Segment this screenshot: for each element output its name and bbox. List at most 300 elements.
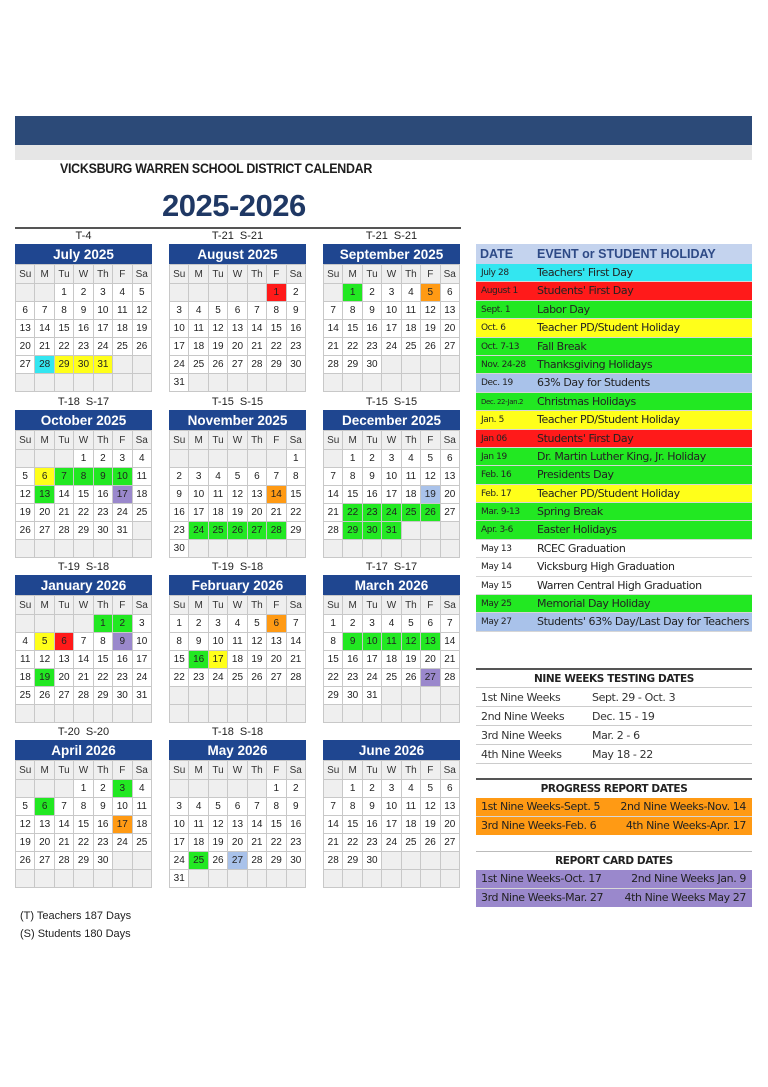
calendar-day: 8: [74, 798, 93, 816]
calendar-day: 9: [93, 798, 112, 816]
event-date: Dec. 22-Jan.2: [481, 397, 524, 406]
calendar-day: 5: [132, 284, 151, 302]
weekday-label: W: [228, 761, 247, 780]
calendar-day: 13: [421, 633, 440, 651]
calendar-day: 25: [382, 669, 401, 687]
empty-day-cell: [440, 356, 459, 374]
empty-day-cell: [54, 374, 73, 392]
weekday-label: M: [343, 596, 362, 615]
calendar-day: 31: [132, 687, 151, 705]
event-row: [476, 577, 752, 595]
calendar-day: 9: [362, 468, 381, 486]
empty-day-cell: [362, 374, 381, 392]
report-card-title: REPORT CARD DATES: [555, 855, 673, 867]
weekday-label: Tu: [362, 431, 381, 450]
calendar-day: 8: [286, 468, 305, 486]
calendar-day: 11: [228, 633, 247, 651]
empty-day-cell: [113, 374, 132, 392]
event-name: Teacher PD/Student Holiday: [537, 486, 680, 500]
calendar-day: 27: [440, 834, 459, 852]
weekday-label: Tu: [54, 431, 73, 450]
calendar-day: 22: [286, 504, 305, 522]
calendar-day: 8: [170, 633, 189, 651]
empty-day-cell: [440, 374, 459, 392]
empty-day-cell: [35, 870, 54, 888]
weekday-label: M: [35, 431, 54, 450]
empty-day-cell: [54, 705, 73, 723]
empty-day-cell: [324, 374, 343, 392]
empty-day-cell: [208, 870, 227, 888]
calendar-day: 23: [93, 504, 112, 522]
empty-day-cell: [228, 780, 247, 798]
empty-day-cell: [343, 870, 362, 888]
calendar-day: 28: [247, 852, 266, 870]
empty-day-cell: [170, 705, 189, 723]
calendar-day: 17: [189, 504, 208, 522]
progress-row: [476, 817, 752, 835]
empty-day-cell: [189, 284, 208, 302]
calendar-day: 26: [401, 669, 420, 687]
calendar-day: 15: [324, 651, 343, 669]
calendar-day: 14: [247, 320, 266, 338]
date-left: 1st Nine Weeks-Oct. 17: [481, 872, 602, 885]
calendar-day: 1: [267, 780, 286, 798]
empty-day-cell: [208, 450, 227, 468]
calendar-day: 2: [170, 468, 189, 486]
calendar-day: 26: [16, 852, 35, 870]
day-count-label: T-19 S-18: [211, 561, 264, 573]
calendar-day: 26: [16, 522, 35, 540]
weekday-label: Th: [401, 761, 420, 780]
calendar-day: 15: [93, 651, 112, 669]
calendar-day: 20: [440, 816, 459, 834]
event-name: Warren Central High Graduation: [537, 578, 702, 592]
empty-day-cell: [74, 540, 93, 558]
calendar-day: 3: [113, 780, 132, 798]
calendar-day: 25: [228, 669, 247, 687]
calendar-day: 18: [132, 816, 151, 834]
calendar-day: 11: [401, 302, 420, 320]
empty-day-cell: [132, 522, 151, 540]
empty-day-cell: [228, 374, 247, 392]
weekday-label: Tu: [362, 761, 381, 780]
calendar-day: 6: [440, 780, 459, 798]
calendar-day: 20: [228, 834, 247, 852]
weekday-label: Su: [170, 596, 189, 615]
calendar-day: 16: [189, 651, 208, 669]
event-name: Presidents Day: [537, 468, 614, 482]
calendar-day: 11: [113, 302, 132, 320]
calendar-day: 28: [324, 852, 343, 870]
calendar-day: 2: [362, 450, 381, 468]
calendar-day: 8: [267, 302, 286, 320]
calendar-day: 14: [286, 633, 305, 651]
month-calendar: [323, 560, 460, 723]
event-date: Jan 19: [481, 451, 507, 462]
calendar-day: 17: [170, 834, 189, 852]
calendar-day: 31: [382, 522, 401, 540]
calendar-day: 21: [286, 651, 305, 669]
testing-row: [476, 726, 752, 745]
empty-day-cell: [189, 870, 208, 888]
event-name: Dr. Martin Luther King, Jr. Holiday: [537, 449, 706, 463]
event-row: [476, 485, 752, 503]
empty-day-cell: [401, 687, 420, 705]
calendar-day: 9: [93, 468, 112, 486]
calendar-day: 18: [382, 651, 401, 669]
event-date: Nov. 24-28: [481, 359, 526, 370]
month-title: November 2025: [169, 410, 306, 430]
calendar-day: 7: [286, 615, 305, 633]
calendar-day: 28: [440, 669, 459, 687]
weekday-label: Tu: [208, 431, 227, 450]
weekday-label: Th: [247, 265, 266, 284]
calendar-day: 3: [189, 468, 208, 486]
calendar-day: 22: [267, 338, 286, 356]
event-date: Sept. 1: [481, 304, 511, 315]
calendar-day: 17: [113, 486, 132, 504]
testing-period: 2nd Nine Weeks: [481, 710, 565, 723]
calendar-day: 30: [74, 356, 93, 374]
event-row: [476, 558, 752, 576]
event-name: Memorial Day Holiday: [537, 597, 651, 611]
calendar-day: 22: [93, 669, 112, 687]
calendar-day: 10: [189, 486, 208, 504]
empty-day-cell: [421, 522, 440, 540]
weekday-label: Th: [93, 596, 112, 615]
weekday-label: Th: [401, 431, 420, 450]
calendar-day: 16: [362, 816, 381, 834]
empty-day-cell: [267, 870, 286, 888]
empty-day-cell: [113, 870, 132, 888]
weekday-label: F: [113, 265, 132, 284]
calendar-day: 25: [189, 852, 208, 870]
calendar-day: 24: [170, 852, 189, 870]
weekday-label: Tu: [54, 265, 73, 284]
calendar-day: 11: [401, 798, 420, 816]
empty-day-cell: [440, 870, 459, 888]
calendar-day: 19: [228, 504, 247, 522]
empty-day-cell: [189, 780, 208, 798]
empty-day-cell: [132, 374, 151, 392]
event-date: Apr. 3-6: [481, 525, 513, 536]
calendar-day: 19: [35, 669, 54, 687]
empty-day-cell: [421, 356, 440, 374]
calendar-day: 18: [401, 320, 420, 338]
calendar-day: 18: [132, 486, 151, 504]
calendar-day: 1: [286, 450, 305, 468]
weekday-label: W: [74, 761, 93, 780]
empty-day-cell: [401, 852, 420, 870]
weekday-label: M: [35, 265, 54, 284]
weekday-label: Su: [16, 761, 35, 780]
empty-day-cell: [74, 705, 93, 723]
empty-day-cell: [247, 374, 266, 392]
weekday-label: F: [113, 761, 132, 780]
calendar-day: 17: [208, 651, 227, 669]
month-calendar: [169, 560, 306, 723]
calendar-day: 10: [362, 633, 381, 651]
month-calendar: [323, 229, 460, 392]
calendar-day: 5: [208, 798, 227, 816]
month-title: January 2026: [15, 575, 152, 595]
calendar-day: 27: [440, 504, 459, 522]
calendar-day: 27: [35, 522, 54, 540]
weekday-label: W: [382, 761, 401, 780]
calendar-day: 11: [189, 320, 208, 338]
calendar-day: 14: [74, 651, 93, 669]
calendar-day: 6: [228, 302, 247, 320]
empty-day-cell: [362, 870, 381, 888]
calendar-day: 5: [16, 798, 35, 816]
district-title: VICKSBURG WARREN SCHOOL DISTRICT CALENDAR: [60, 161, 373, 176]
weekday-label: Su: [16, 431, 35, 450]
empty-day-cell: [421, 374, 440, 392]
calendar-day: 1: [74, 450, 93, 468]
weekday-label: Tu: [208, 596, 227, 615]
calendar-day: 15: [267, 816, 286, 834]
empty-day-cell: [208, 284, 227, 302]
calendar-day: 16: [286, 816, 305, 834]
event-date: May 13: [481, 543, 512, 554]
calendar-day: 13: [267, 633, 286, 651]
calendar-day: 16: [343, 651, 362, 669]
weekday-label: F: [267, 431, 286, 450]
calendar-day: 1: [54, 284, 73, 302]
calendar-day: 21: [440, 651, 459, 669]
month-calendar: [169, 229, 306, 392]
empty-day-cell: [189, 450, 208, 468]
weekday-label: F: [421, 431, 440, 450]
empty-day-cell: [113, 356, 132, 374]
event-row: [476, 319, 752, 337]
event-date: Jan. 5: [481, 415, 504, 426]
date-left: 1st Nine Weeks-Sept. 5: [481, 800, 601, 813]
empty-day-cell: [208, 780, 227, 798]
empty-day-cell: [343, 540, 362, 558]
calendar-day: 3: [382, 284, 401, 302]
event-name: Fall Break: [537, 339, 587, 353]
calendar-day: 14: [247, 816, 266, 834]
calendar-day: 13: [440, 798, 459, 816]
calendar-day: 4: [189, 302, 208, 320]
month-calendar: [169, 725, 306, 888]
calendar-day: 3: [93, 284, 112, 302]
empty-day-cell: [16, 780, 35, 798]
calendar-day: 12: [16, 486, 35, 504]
calendar-day: 12: [228, 486, 247, 504]
weekday-label: Tu: [362, 596, 381, 615]
calendar-day: 29: [93, 687, 112, 705]
calendar-day: 6: [421, 615, 440, 633]
calendar-day: 15: [74, 816, 93, 834]
calendar-day: 2: [286, 284, 305, 302]
empty-day-cell: [286, 374, 305, 392]
calendar-day: 28: [54, 852, 73, 870]
testing-dates: May 18 - 22: [592, 748, 653, 761]
calendar-day: 3: [170, 798, 189, 816]
empty-day-cell: [286, 870, 305, 888]
empty-day-cell: [247, 705, 266, 723]
calendar-day: 1: [93, 615, 112, 633]
testing-period: 1st Nine Weeks: [481, 691, 561, 704]
empty-day-cell: [267, 687, 286, 705]
empty-day-cell: [74, 374, 93, 392]
weekday-label: F: [267, 596, 286, 615]
day-count-label: [323, 725, 460, 740]
calendar-day: 13: [35, 816, 54, 834]
calendar-day: 6: [35, 468, 54, 486]
calendar-day: 10: [132, 633, 151, 651]
empty-day-cell: [286, 687, 305, 705]
calendar-day: 24: [170, 356, 189, 374]
calendar-day: 28: [35, 356, 54, 374]
calendar-day: 15: [286, 486, 305, 504]
event-name: Teacher PD/Student Holiday: [537, 413, 680, 427]
empty-day-cell: [440, 705, 459, 723]
calendar-day: 17: [382, 816, 401, 834]
empty-day-cell: [93, 705, 112, 723]
weekday-label: Sa: [132, 265, 151, 284]
calendar-day: 7: [324, 302, 343, 320]
day-count-label: T-19 S-18: [57, 561, 110, 573]
calendar-day: 28: [286, 669, 305, 687]
empty-day-cell: [382, 870, 401, 888]
calendar-day: 20: [247, 504, 266, 522]
empty-day-cell: [189, 540, 208, 558]
empty-day-cell: [35, 540, 54, 558]
calendar-day: 19: [208, 834, 227, 852]
month-title: March 2026: [323, 575, 460, 595]
calendar-day: 27: [16, 356, 35, 374]
calendar-day: 29: [343, 356, 362, 374]
testing-period: 3rd Nine Weeks: [481, 729, 562, 742]
calendar-day: 24: [93, 338, 112, 356]
empty-day-cell: [401, 540, 420, 558]
calendar-day: 6: [247, 468, 266, 486]
calendar-day: 12: [208, 816, 227, 834]
weekday-label: M: [35, 596, 54, 615]
empty-day-cell: [132, 705, 151, 723]
date-right: 4th Nine Weeks May 27: [624, 891, 746, 904]
calendar-day: 15: [267, 320, 286, 338]
empty-day-cell: [421, 687, 440, 705]
calendar-day: 3: [208, 615, 227, 633]
empty-day-cell: [247, 450, 266, 468]
empty-day-cell: [132, 540, 151, 558]
weekday-label: M: [189, 596, 208, 615]
calendar-day: 2: [362, 284, 381, 302]
calendar-day: 28: [267, 522, 286, 540]
calendar-day: 6: [54, 633, 73, 651]
calendar-day: 28: [74, 687, 93, 705]
calendar-day: 3: [113, 450, 132, 468]
calendar-day: 24: [113, 834, 132, 852]
empty-day-cell: [208, 705, 227, 723]
testing-dates: Dec. 15 - 19: [592, 710, 655, 723]
empty-day-cell: [324, 780, 343, 798]
weekday-label: W: [382, 431, 401, 450]
empty-day-cell: [228, 540, 247, 558]
calendar-day: 31: [113, 522, 132, 540]
day-count-label: T-21 S-21: [211, 230, 264, 242]
calendar-day: 16: [362, 320, 381, 338]
empty-day-cell: [401, 705, 420, 723]
calendar-day: 15: [343, 320, 362, 338]
calendar-day: 27: [421, 669, 440, 687]
event-row: [476, 466, 752, 484]
weekday-label: W: [382, 265, 401, 284]
calendar-day: 18: [189, 834, 208, 852]
calendar-day: 29: [74, 852, 93, 870]
month-title: October 2025: [15, 410, 152, 430]
calendar-day: 26: [208, 852, 227, 870]
day-count-label: T-4: [75, 230, 92, 242]
calendar-day: 14: [54, 486, 73, 504]
weekday-label: Th: [247, 596, 266, 615]
calendar-day: 13: [228, 320, 247, 338]
calendar-day: 25: [113, 338, 132, 356]
calendar-day: 13: [247, 486, 266, 504]
event-row: [476, 338, 752, 356]
calendar-day: 12: [35, 651, 54, 669]
event-row: [476, 282, 752, 300]
calendar-day: 22: [324, 669, 343, 687]
empty-day-cell: [267, 540, 286, 558]
report-cards-row: [476, 870, 752, 888]
calendar-day: 13: [440, 468, 459, 486]
calendar-day: 14: [35, 320, 54, 338]
calendar-day: 1: [343, 780, 362, 798]
empty-day-cell: [132, 870, 151, 888]
calendar-day: 18: [228, 651, 247, 669]
calendar-day: 7: [54, 798, 73, 816]
calendar-day: 15: [54, 320, 73, 338]
calendar-day: 30: [362, 356, 381, 374]
empty-day-cell: [16, 450, 35, 468]
event-name: Teacher PD/Student Holiday: [537, 321, 680, 335]
weekday-label: Tu: [54, 596, 73, 615]
day-count-label: T-21 S-21: [365, 230, 418, 242]
month-calendar: [323, 395, 460, 558]
calendar-day: 5: [247, 615, 266, 633]
calendar-day: 30: [343, 687, 362, 705]
calendar-day: 24: [362, 669, 381, 687]
calendar-day: 13: [35, 486, 54, 504]
empty-day-cell: [35, 780, 54, 798]
event-date: Oct. 6: [481, 323, 506, 334]
calendar-day: 17: [93, 320, 112, 338]
empty-day-cell: [267, 374, 286, 392]
calendar-day: 11: [401, 468, 420, 486]
calendar-day: 3: [382, 450, 401, 468]
calendar-day: 9: [170, 486, 189, 504]
calendar-day: 26: [421, 504, 440, 522]
event-date: Feb. 16: [481, 470, 512, 481]
calendar-day: 26: [228, 522, 247, 540]
calendar-day: 13: [16, 320, 35, 338]
empty-day-cell: [113, 852, 132, 870]
calendar-day: 25: [132, 504, 151, 522]
calendar-day: 26: [247, 669, 266, 687]
calendar-day: 7: [54, 468, 73, 486]
weekday-label: M: [189, 265, 208, 284]
progress-report-title: PROGRESS REPORT DATES: [540, 783, 688, 795]
empty-day-cell: [93, 870, 112, 888]
calendar-day: 17: [170, 338, 189, 356]
event-date: May 14: [481, 562, 512, 573]
event-row: [476, 356, 752, 374]
